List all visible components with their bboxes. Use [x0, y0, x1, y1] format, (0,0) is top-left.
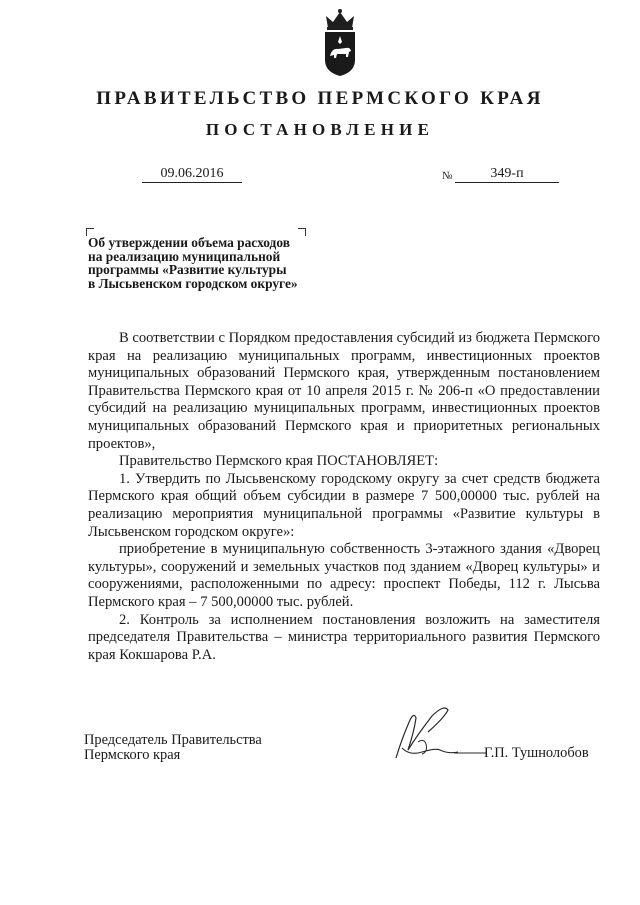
document-subject: [88, 236, 338, 290]
signatory-name: Г.П. Тушнолобов: [484, 745, 589, 761]
number-sign: №: [442, 170, 453, 182]
document-date: 09.06.2016: [142, 166, 242, 183]
signatory-title: [84, 733, 262, 763]
handwritten-signature: [388, 698, 488, 768]
organization-title: ПРАВИТЕЛЬСТВО ПЕРМСКОГО КРАЯ: [96, 88, 544, 109]
subject-line: в Лысьвенском городском округе»: [88, 275, 298, 291]
signatory-title-line: Председатель Правительства: [84, 732, 262, 748]
subject-line: программы «Развитие культуры: [88, 262, 287, 277]
subject-line: на реализацию муниципальной: [88, 248, 281, 264]
body-paragraph: 2. Контроль за исполнением постановления возложить на заместителя председателя Правительства – министра территориального развития Пермского края Кокшарова Р.А.: [88, 611, 600, 663]
body-paragraph: 1. Утвердить по Лысьвенскому городскому округу за счет средств бюджета Пермского края общий объем субсидии в размере 7 500,00000 тыс. рублей на реализацию мероприятия муниципальной программы «Развитие культуры в Лысьвенском городском округе»:: [88, 470, 600, 540]
document-type: ПОСТАНОВЛЕНИЕ: [205, 120, 435, 139]
subject-corner-right: [298, 228, 306, 236]
subject-line: Об утверждении объема расходов: [88, 235, 290, 250]
signatory-title-line: Пермского края: [84, 747, 181, 763]
body-paragraph: Правительство Пермского края ПОСТАНОВЛЯЕТ:: [119, 453, 439, 470]
document-body: [88, 330, 600, 664]
body-paragraph: приобретение в муниципальную собственность 3-этажного здания «Дворец культуры», сооружений и земельных участков под зданием «Дворец культуры» и сооружениями, расположенными по адресу: проспект Победы, 112 г. Лысьва Пермского края – 7 500,00000 тыс. рублей.: [88, 541, 600, 610]
body-paragraph: В соответствии с Порядком предоставления субсидий из бюджета Пермского края на реализацию муниципальных программ, инвестиционных проектов муниципальных образований Пермского края, утвержденным постановлением Правительства Пермского края от 10 апреля 2015 г. № 206-п «О предоставлении субсидий на реализацию муниципальных программ, инвестиционных проектов муниципальных образований Пермского края и приоритетных региональных проектов»,: [88, 330, 601, 452]
coat-of-arms-icon: [318, 8, 362, 78]
document-number: 349-п: [455, 166, 559, 183]
